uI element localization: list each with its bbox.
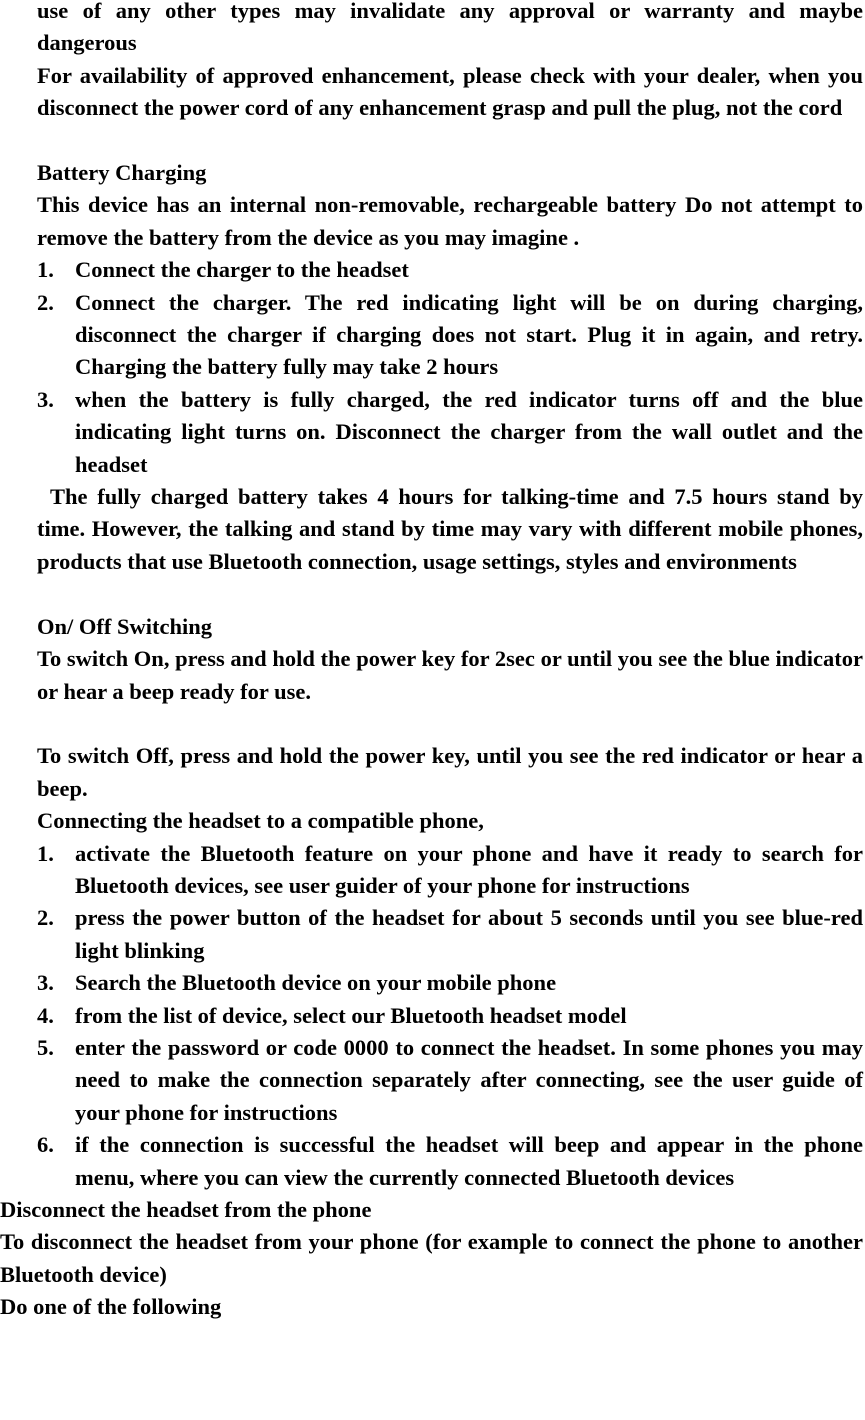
- list-item: [0, 1129, 865, 1194]
- connecting-heading: Connecting the headset to a compatible phone,: [37, 808, 484, 834]
- list-item-text: if the connection is successful the headset will beep and appear in the phone menu, where you can view the currently connected Bluetooth devices: [75, 1132, 863, 1190]
- switch-on-text: To switch On, press and hold the power key for 2sec or until you see the blue indicator or hear a beep ready for use.: [37, 646, 863, 704]
- list-item-text: press the power button of the headset for about 5 seconds until you see blue-red light blinking: [75, 905, 863, 963]
- disconnect-heading: Disconnect the headset from the phone: [0, 1196, 372, 1222]
- list-item-text: Search the Bluetooth device on your mobile phone: [75, 970, 557, 996]
- list-item-number: 2.: [37, 289, 54, 315]
- list-item-number: 3.: [37, 386, 54, 412]
- list-item-text: enter the password or code 0000 to connect the headset. In some phones you may need to make the connection separately after connecting, see the user guide of your phone for instructions: [75, 1034, 863, 1125]
- list-item: [0, 287, 865, 384]
- intro-continued-text: use of any other types may invalidate any approval or warranty and maybe dangerous: [37, 0, 863, 56]
- list-item-text: Connect the charger. The red indicating light will be on during charging, disconnect the charger if charging does not start. Plug it in again, and retry. Charging the battery fully may take 2 hours: [75, 289, 863, 380]
- list-item-number: 6.: [37, 1132, 54, 1158]
- battery-note: The fully charged battery takes 4 hours for talking-time and 7.5 hours stand by time. However, the talking and stand by time may vary with different mobile phones, products that use Bluetooth connection, usage settings, styles and environments: [37, 484, 863, 574]
- connecting-steps-list: [0, 838, 865, 1194]
- list-item-number: 5.: [37, 1034, 54, 1060]
- intro-availability-text: For availability of approved enhancement, please check with your dealer, when you disconnect the power cord of any enhancement grasp and pull the plug, not the cord: [37, 62, 863, 121]
- power-heading: On/ Off Switching: [37, 613, 213, 639]
- list-item-number: 3.: [37, 970, 54, 996]
- spacer: [0, 125, 865, 157]
- list-item: [0, 1032, 865, 1129]
- list-item: [0, 384, 865, 481]
- list-item-number: 1.: [37, 257, 54, 283]
- disconnect-instruction: Do one of the following: [0, 1294, 222, 1320]
- list-item: [0, 254, 865, 286]
- list-item-number: 2.: [37, 905, 54, 931]
- list-item: [0, 967, 865, 999]
- list-item-text: when the battery is fully charged, the red indicator turns off and the blue indicating light turns on. Disconnect the charger from the wall outlet and the headset: [75, 386, 863, 477]
- list-item-text: from the list of device, select our Bluetooth headset model: [75, 1002, 627, 1028]
- battery-steps-list: [0, 254, 865, 481]
- spacer: [0, 578, 865, 610]
- list-item: [0, 1000, 865, 1032]
- list-item: [0, 902, 865, 967]
- disconnect-description: To disconnect the headset from your phone (for example to connect the phone to another Bluetooth device): [0, 1229, 863, 1287]
- list-item-text: activate the Bluetooth feature on your phone and have it ready to search for Bluetooth devices, see user guider of your phone for instructions: [75, 840, 863, 898]
- switch-off-text: To switch Off, press and hold the power key, until you see the red indicator or hear a beep.: [37, 743, 863, 801]
- list-item-number: 1.: [37, 840, 54, 866]
- list-item: [0, 838, 865, 903]
- list-item-number: 4.: [37, 1002, 54, 1028]
- list-item-text: Connect the charger to the headset: [75, 257, 409, 283]
- battery-heading: Battery Charging: [37, 160, 207, 186]
- spacer: [0, 708, 865, 740]
- battery-description: This device has an internal non-removable, rechargeable battery Do not attempt to remove the battery from the device as you may imagine .: [37, 192, 863, 250]
